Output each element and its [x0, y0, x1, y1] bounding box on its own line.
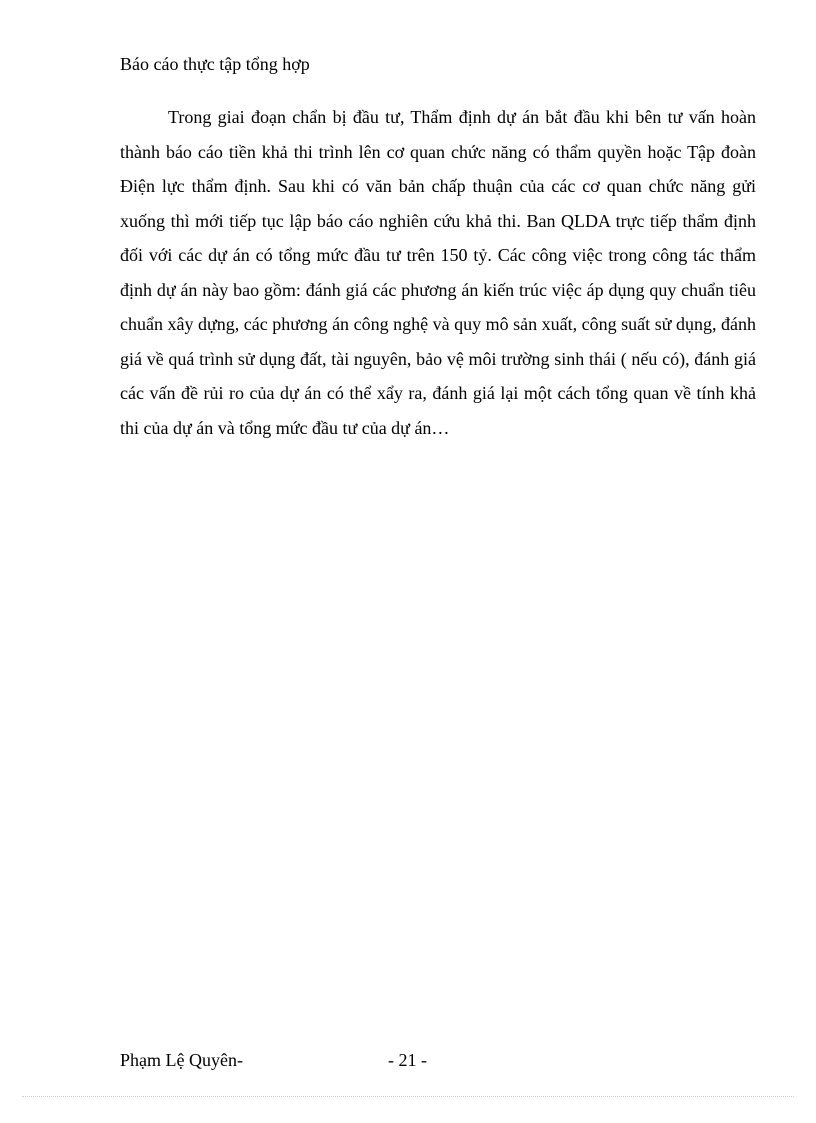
page-number: - 21 - — [388, 1050, 427, 1070]
footer-author: Phạm Lệ Quyên- — [120, 1050, 243, 1070]
running-header: Báo cáo thực tập tổng hợp — [120, 54, 310, 74]
body-paragraph: Trong giai đoạn chẩn bị đầu tư, Thẩm định dự án bắt đầu khi bên tư vấn hoàn thành báo cáo tiền khả thi trình lên cơ quan chức năng có thẩm quyền hoặc Tập đoàn Điện lực thẩm định. Sau khi có văn bản chấp thuận của các cơ quan chức năng gửi xuống thì mới tiếp tục lập báo cáo nghiên cứu khả thi. Ban QLDA trực tiếp thẩm định đối với các dự án có tổng mức đầu tư trên 150 tỷ. Các công việc trong công tác thẩm định dự án này bao gồm: đánh giá các phương án kiến trúc việc áp dụng quy chuẩn tiêu chuẩn xây dựng, các phương án công nghệ và quy mô sản xuất, công suất sử dụng, đánh giá về quá trình sử dụng đất, tài nguyên, bảo vệ môi trường sinh thái ( nếu có), đánh giá các vấn đề rủi ro của dự án có thể xẩy ra, đánh giá lại một cách tổng quan về tính khả thi của dự án và tổng mức đầu tư của dự án… — [120, 107, 756, 438]
bottom-divider — [22, 1096, 794, 1097]
